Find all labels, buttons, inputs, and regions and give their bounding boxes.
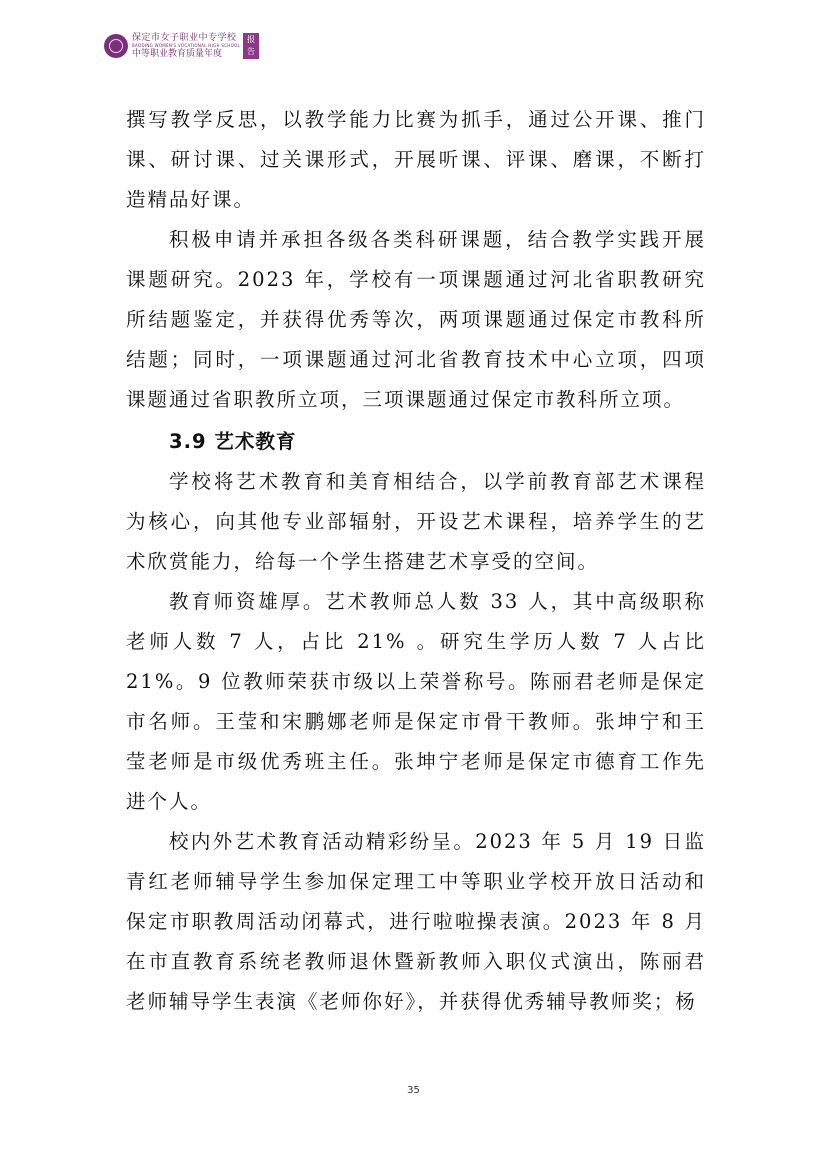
- report-badge: [243, 33, 259, 59]
- report-title: 中等职业教育质量年度: [132, 48, 223, 59]
- school-logo-icon: [104, 34, 128, 58]
- paragraph-art-activities: 校内外艺术教育活动精彩纷呈。2023 年 5 月 19 日监青红老师辅导学生参加保定理工中等职业学校开放日活动和保定市职教周活动闭幕式，进行啦啦操表演。2023 年 8 月在市直教育系统老教师退休暨新教师入职仪式演出，陈丽君老师辅导学生表演《老师你好》，并获得优秀辅导教师奖；杨: [126, 830, 706, 1013]
- paragraph-teaching-reflection: 撰写教学反思，以教学能力比赛为抓手，通过公开课、推门课、研讨课、过关课形式，开展听课、评课、磨课，不断打造精品好课。: [126, 108, 706, 211]
- paragraph-art-intro: 学校将艺术教育和美育相结合，以学前教育部艺术课程为核心，向其他专业部辐射，开设艺术课程，培养学生的艺术欣赏能力，给每一个学生搭建艺术享受的空间。: [126, 470, 706, 573]
- school-logo-text: [132, 34, 240, 59]
- paragraph-research-projects: 积极申请并承担各级各类科研课题，结合教学实践开展课题研究。2023 年，学校有一项课题通过河北省职教研究所结题鉴定，并获得优秀等次，两项课题通过保定市教科所结题；同时，一项课题通过河北省教育技术中心立项，四项课题通过省职教所立项，三项课题通过保定市教科所立项。: [126, 228, 706, 411]
- report-badge-line1: 报: [247, 35, 256, 44]
- paragraph-art-faculty: 教育师资雄厚。艺术教师总人数 33 人，其中高级职称老师人数 7 人，占比 21% 。研究生学历人数 7 人占比 21%。9 位教师荣获市级以上荣誉称号。陈丽君老师是保定市名师。王莹和宋鹏娜老师是保定市骨干教师。张坤宁和王莹老师是市级优秀班主任。张坤宁老师是保定市德育工作先进个人。: [126, 590, 706, 813]
- page-body: [126, 100, 706, 1022]
- school-name: 保定市女子职业中专学校: [132, 32, 237, 43]
- report-badge-line2: 告: [247, 47, 256, 56]
- school-name-en: BAODING WOMEN'S VOCATIONAL HIGH SCHOOL: [132, 42, 241, 48]
- page-number: 35: [407, 1085, 420, 1096]
- report-header: [104, 29, 259, 63]
- section-heading-art-education: 3.9 艺术教育: [169, 430, 297, 453]
